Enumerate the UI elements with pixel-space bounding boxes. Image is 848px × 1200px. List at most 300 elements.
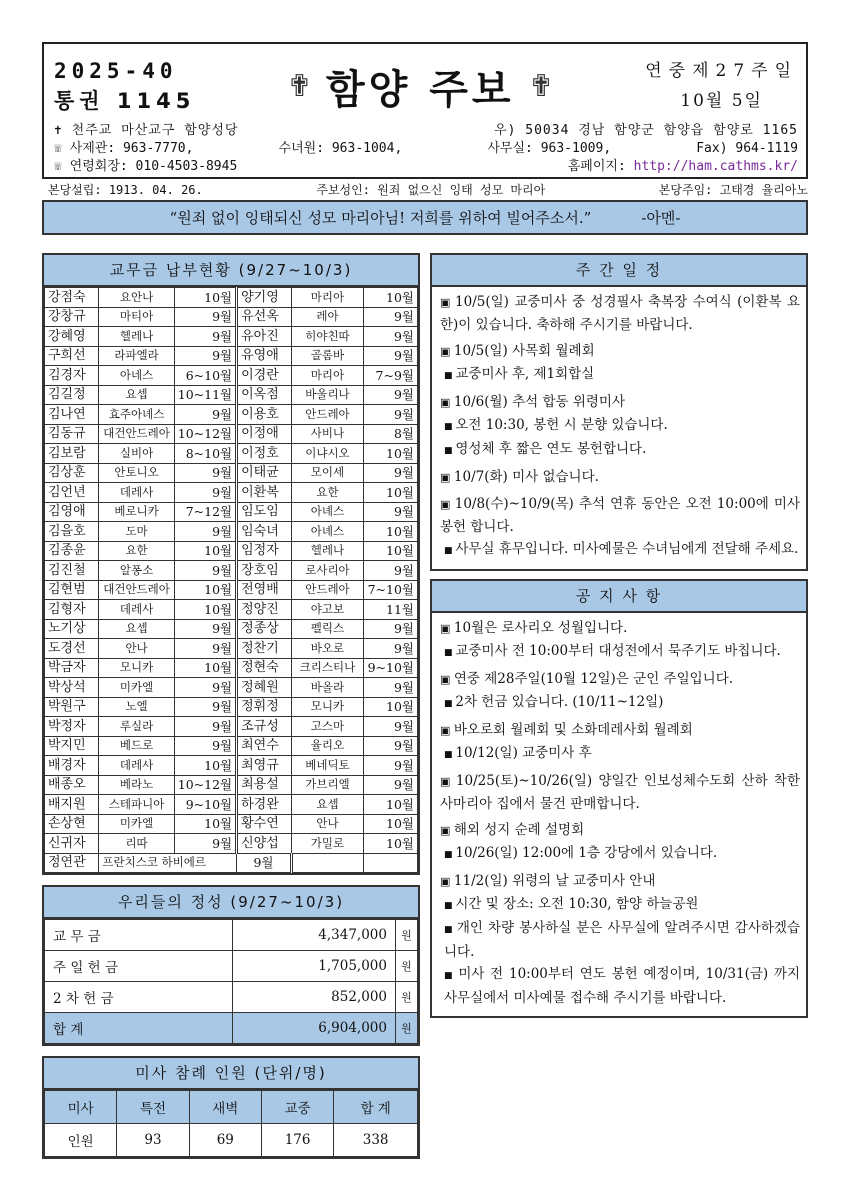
member-name: 최연수 xyxy=(237,736,292,756)
baptismal-name: 안드레아 xyxy=(291,580,363,600)
paid-months: 10~12월 xyxy=(174,424,236,444)
table-row xyxy=(45,541,418,561)
member-name: 이정호 xyxy=(237,444,292,464)
paid-months: 9월 xyxy=(364,756,418,776)
list-item xyxy=(440,466,800,489)
paid-months: 9월 xyxy=(174,561,236,581)
paid-months: 9월 xyxy=(174,717,236,737)
item-heading: ▣ 10월은 로사리오 성월입니다. xyxy=(440,617,800,640)
member-name: 김나연 xyxy=(45,405,99,425)
member-name: 이환복 xyxy=(237,483,292,503)
currency-unit: 원 xyxy=(396,951,418,982)
baptismal-name: 실비아 xyxy=(99,444,174,464)
paid-months: 9월 xyxy=(364,327,418,347)
paid-months: 9월 xyxy=(364,678,418,698)
baptismal-name: 헬레나 xyxy=(99,327,174,347)
paid-months: 9월 xyxy=(174,405,236,425)
member-name: 김언년 xyxy=(45,483,99,503)
baptismal-name: 루실라 xyxy=(99,717,174,737)
member-name: 박지민 xyxy=(45,736,99,756)
list-item xyxy=(440,391,800,462)
column-header: 특전 xyxy=(117,1091,189,1124)
baptismal-name: 사비나 xyxy=(291,424,363,444)
paid-months: 9월 xyxy=(364,307,418,327)
list-item xyxy=(440,617,800,664)
member-name: 김길정 xyxy=(45,385,99,405)
item-heading: ▣ 11/2(일) 위령의 날 교중미사 안내 xyxy=(440,870,800,893)
paid-months: 9월 xyxy=(174,639,236,659)
baptismal-name: 요한 xyxy=(99,541,174,561)
paid-months: 8월 xyxy=(364,424,418,444)
baptismal-name: 도마 xyxy=(99,522,174,542)
paid-months: 10월 xyxy=(364,444,418,464)
convent-phone: 수녀원: 963-1004, xyxy=(278,141,403,156)
founded-date: 본당설립: 1913. 04. 26. xyxy=(48,183,203,197)
table-row xyxy=(45,483,418,503)
table-row xyxy=(45,639,418,659)
paid-months: 10월 xyxy=(174,814,236,834)
baptismal-name: 요셉 xyxy=(99,619,174,639)
member-name: 임정자 xyxy=(237,541,292,561)
member-name: 배지원 xyxy=(45,795,99,815)
member-name: 신양섭 xyxy=(237,834,292,854)
member-name: 노기상 xyxy=(45,619,99,639)
offerings-title: 우리들의 정성 (9/27~10/3) xyxy=(44,887,418,919)
paid-months: 9월 xyxy=(174,346,236,366)
item-detail: ■ 영성체 후 짧은 연도 봉헌합니다. xyxy=(440,438,800,462)
baptismal-name: 요한 xyxy=(291,483,363,503)
baptismal-name: 바울리나 xyxy=(291,385,363,405)
offering-amount: 852,000 xyxy=(233,982,396,1013)
cross-icon: ✟ xyxy=(286,68,313,104)
item-heading: ▣ 해외 성지 순례 설명회 xyxy=(440,819,800,842)
table-row xyxy=(45,658,418,678)
member-name: 강창규 xyxy=(45,307,99,327)
item-detail: ■ 교중미사 후, 제1회합실 xyxy=(440,363,800,387)
member-name: 하경완 xyxy=(237,795,292,815)
table-row xyxy=(45,619,418,639)
baptismal-name: 베로니카 xyxy=(99,502,174,522)
baptismal-name: 헬레나 xyxy=(291,541,363,561)
paid-months: 10월 xyxy=(364,288,418,308)
member-name: 김종윤 xyxy=(45,541,99,561)
mass-count-row xyxy=(45,1124,418,1157)
paid-months: 7~12월 xyxy=(174,502,236,522)
member-name: 신귀자 xyxy=(45,834,99,854)
baptismal-name: 데레사 xyxy=(99,483,174,503)
baptismal-name: 노엘 xyxy=(99,697,174,717)
member-name: 정휘정 xyxy=(237,697,292,717)
member-name: 정종상 xyxy=(237,619,292,639)
pastor: 본당주임: 고태경 율리아노 xyxy=(658,183,808,197)
list-item xyxy=(440,770,800,815)
item-heading: ▣ 10/25(토)~10/26(일) 양일간 인보성체수도회 산하 착한 사마리아 집에서 물건 판매합니다. xyxy=(440,770,800,815)
offerings-table xyxy=(44,919,418,1044)
member-name: 이정애 xyxy=(237,424,292,444)
paid-months: 6~10월 xyxy=(174,366,236,386)
member-name: 전영배 xyxy=(237,580,292,600)
paid-months: 9월 xyxy=(364,463,418,483)
baptismal-name: 효주아녜스 xyxy=(99,405,174,425)
item-detail: ■ 시간 및 장소: 오전 10:30, 함양 하늘공원 xyxy=(440,893,800,917)
paid-months: 9월 xyxy=(174,697,236,717)
baptismal-name: 라파엘라 xyxy=(99,346,174,366)
member-name: 최용설 xyxy=(237,775,292,795)
baptismal-name: 마리아 xyxy=(291,288,363,308)
baptismal-name: 요셉 xyxy=(291,795,363,815)
member-name: 배경자 xyxy=(45,756,99,776)
paid-months: 10월 xyxy=(174,541,236,561)
paid-months: 9월 xyxy=(364,385,418,405)
member-name: 이용호 xyxy=(237,405,292,425)
paid-months: 10월 xyxy=(364,541,418,561)
table-row xyxy=(45,580,418,600)
item-heading: ▣ 10/8(수)~10/9(목) 추석 연휴 동안은 오전 10:00에 미사 봉헌 합니다. xyxy=(440,493,800,538)
member-name: 김상훈 xyxy=(45,463,99,483)
mass-attendance-section xyxy=(42,1056,420,1159)
baptismal-name: 대건안드레아 xyxy=(99,424,174,444)
member-name: 유영애 xyxy=(237,346,292,366)
paid-months: 10월 xyxy=(174,288,236,308)
baptismal-name: 로사리아 xyxy=(291,561,363,581)
member-name: 이태균 xyxy=(237,463,292,483)
member-name: 유선옥 xyxy=(237,307,292,327)
attendance-count: 인원 xyxy=(45,1124,117,1157)
office-phone: 사무실: 963-1009, xyxy=(487,141,612,156)
baptismal-name: 안나 xyxy=(99,639,174,659)
item-heading: ▣ 바오로회 월례회 및 소화데레사회 월례회 xyxy=(440,719,800,742)
baptismal-name: 가밀로 xyxy=(291,834,363,854)
schedule-title: 주 간 일 정 xyxy=(432,255,806,287)
homepage-link[interactable]: http://ham.cathms.kr/ xyxy=(633,159,798,174)
offering-row xyxy=(45,951,418,982)
member-name: 박금자 xyxy=(45,658,99,678)
offering-label: 주 일 헌 금 xyxy=(45,951,233,982)
table-row xyxy=(45,327,418,347)
baptismal-name: 베드로 xyxy=(99,736,174,756)
table-row xyxy=(45,424,418,444)
list-item xyxy=(440,493,800,562)
paid-months: 7~9월 xyxy=(364,366,418,386)
weekly-schedule-section xyxy=(430,253,808,571)
offering-label: 2 차 헌 금 xyxy=(45,982,233,1013)
baptismal-name: 골롬바 xyxy=(291,346,363,366)
baptismal-name: 요안나 xyxy=(99,288,174,308)
paid-months: 9월 xyxy=(174,307,236,327)
baptismal-name: 베네딕토 xyxy=(291,756,363,776)
table-row xyxy=(45,678,418,698)
column-header: 미사 xyxy=(45,1091,117,1124)
paid-months: 9월 xyxy=(364,717,418,737)
empty-cell xyxy=(291,853,363,873)
paid-months: 9월 xyxy=(364,346,418,366)
item-detail: ■ 미사 전 10:00부터 연도 봉헌 예정이며, 10/31(금) 까지 사무실에서 미사예물 접수해 주시기를 바랍니다. xyxy=(440,963,800,1009)
attendance-count: 176 xyxy=(261,1124,333,1157)
baptismal-name: 안나 xyxy=(291,814,363,834)
masthead xyxy=(42,42,808,179)
rectory-phone: 사제관: 963-7770, xyxy=(69,141,194,156)
member-name: 배종오 xyxy=(45,775,99,795)
empty-cell xyxy=(364,853,418,873)
baptismal-name: 데레사 xyxy=(99,756,174,776)
member-name: 박정자 xyxy=(45,717,99,737)
mass-header-row xyxy=(45,1091,418,1124)
baptismal-name: 야고보 xyxy=(291,600,363,620)
member-name: 김보람 xyxy=(45,444,99,464)
item-detail: ■ 오전 10:30, 봉헌 시 분향 있습니다. xyxy=(440,414,800,438)
prayer-banner xyxy=(42,200,808,235)
mass-table xyxy=(44,1090,418,1157)
table-row xyxy=(45,444,418,464)
member-name: 박상석 xyxy=(45,678,99,698)
member-name: 정양진 xyxy=(237,600,292,620)
paid-months: 9월 xyxy=(174,463,236,483)
paid-months: 10월 xyxy=(364,697,418,717)
paid-months: 10~12월 xyxy=(174,775,236,795)
currency-unit: 원 xyxy=(396,982,418,1013)
column-header: 교중 xyxy=(261,1091,333,1124)
member-name: 박원구 xyxy=(45,697,99,717)
paid-months: 9월 xyxy=(174,522,236,542)
paid-months: 9월 xyxy=(237,853,292,873)
item-heading: ▣ 연중 제28주일(10월 12일)은 군인 주일입니다. xyxy=(440,668,800,691)
bulletin-title: 함양 주보 xyxy=(326,66,515,113)
member-name: 유아진 xyxy=(237,327,292,347)
paid-months: 10월 xyxy=(364,814,418,834)
funeral-chair-phone: 연령회장: 010-4503-8945 xyxy=(69,159,238,174)
member-name: 김현범 xyxy=(45,580,99,600)
paid-months: 9월 xyxy=(174,678,236,698)
item-detail: ■ 10/12(일) 교중미사 후 xyxy=(440,742,800,766)
member-name: 도경선 xyxy=(45,639,99,659)
paid-months: 7~10월 xyxy=(364,580,418,600)
table-row xyxy=(45,814,418,834)
phone-icon: ☏ xyxy=(54,141,70,156)
table-row xyxy=(45,463,418,483)
paid-months: 11월 xyxy=(364,600,418,620)
member-name: 황수연 xyxy=(237,814,292,834)
baptismal-name: 미카엘 xyxy=(99,678,174,698)
baptismal-name: 가브리엘 xyxy=(291,775,363,795)
paid-months: 9월 xyxy=(174,327,236,347)
baptismal-name: 율리오 xyxy=(291,736,363,756)
paid-months: 10월 xyxy=(364,522,418,542)
offering-amount: 4,347,000 xyxy=(233,920,396,951)
paid-months: 10월 xyxy=(174,600,236,620)
paid-months: 10월 xyxy=(364,483,418,503)
baptismal-name: 아네스 xyxy=(99,366,174,386)
item-detail: ■ 10/26(일) 12:00에 1층 강당에서 있습니다. xyxy=(440,842,800,866)
paid-months: 9월 xyxy=(364,619,418,639)
member-name: 정혜원 xyxy=(237,678,292,698)
member-name: 임숙녀 xyxy=(237,522,292,542)
table-row xyxy=(45,405,418,425)
list-item xyxy=(440,291,800,336)
paid-months: 9월 xyxy=(364,775,418,795)
member-name: 김동규 xyxy=(45,424,99,444)
offering-row xyxy=(45,920,418,951)
liturgical-week: 연중제27주일 xyxy=(645,61,798,81)
offering-amount: 1,705,000 xyxy=(233,951,396,982)
paid-months: 9월 xyxy=(174,619,236,639)
paid-months: 10월 xyxy=(174,756,236,776)
baptismal-name: 히야친따 xyxy=(291,327,363,347)
item-detail: ■ 사무실 휴무입니다. 미사예물은 수녀님에게 전달해 주세요. xyxy=(440,538,800,562)
item-heading: ▣ 10/5(일) 교중미사 중 성경필사 축복장 수여식 (이환복 요한)이 있습니다. 축하해 주시기를 바랍니다. xyxy=(440,291,800,336)
baptismal-name: 리따 xyxy=(99,834,174,854)
item-detail: ■ 2차 헌금 있습니다. (10/11~12일) xyxy=(440,691,800,715)
notices-title: 공 지 사 항 xyxy=(432,581,806,613)
fax: Fax) 964-1119 xyxy=(696,141,798,156)
table-row xyxy=(45,853,418,873)
list-item xyxy=(440,719,800,766)
member-name: 김진철 xyxy=(45,561,99,581)
baptismal-name: 대건안드레아 xyxy=(99,580,174,600)
column-header: 합 계 xyxy=(334,1091,418,1124)
paid-months: 9월 xyxy=(174,834,236,854)
attendance-count: 69 xyxy=(189,1124,261,1157)
baptismal-name: 마리아 xyxy=(291,366,363,386)
paid-months: 9월 xyxy=(174,736,236,756)
table-row xyxy=(45,756,418,776)
baptismal-name: 이냐시오 xyxy=(291,444,363,464)
offering-label: 교 무 금 xyxy=(45,920,233,951)
list-item xyxy=(440,870,800,1009)
paid-months: 9월 xyxy=(364,561,418,581)
notices-section xyxy=(430,579,808,1018)
table-row xyxy=(45,697,418,717)
item-detail: ■ 개인 차량 봉사하실 분은 사무실에 알려주시면 감사하겠습니다. xyxy=(440,917,800,963)
paid-months: 9월 xyxy=(174,483,236,503)
patron-saint: 주보성인: 원죄 없으신 잉태 성모 마리아 xyxy=(316,183,546,197)
baptismal-name: 레아 xyxy=(291,307,363,327)
list-item xyxy=(440,819,800,866)
homepage-label: 홈페이지: xyxy=(567,159,626,174)
prayer-text: “원죄 없이 잉태되신 성모 마리아님! 저희를 위하여 빌어주소서.” xyxy=(169,209,592,227)
member-name: 이경란 xyxy=(237,366,292,386)
member-name: 장호임 xyxy=(237,561,292,581)
issue-number: 2025-40 xyxy=(54,59,178,83)
table-row xyxy=(45,307,418,327)
offering-label: 합 계 xyxy=(45,1013,233,1044)
member-name: 김형자 xyxy=(45,600,99,620)
list-item xyxy=(440,340,800,387)
volume-number: 통권 1145 xyxy=(54,89,196,113)
paid-months: 10~11월 xyxy=(174,385,236,405)
baptismal-name: 바오로 xyxy=(291,639,363,659)
table-row xyxy=(45,385,418,405)
item-heading: ▣ 10/7(화) 미사 없습니다. xyxy=(440,466,800,489)
table-row xyxy=(45,502,418,522)
table-row xyxy=(45,600,418,620)
paid-months: 9월 xyxy=(364,639,418,659)
member-name: 구희선 xyxy=(45,346,99,366)
currency-unit: 원 xyxy=(396,920,418,951)
member-name: 강점숙 xyxy=(45,288,99,308)
member-name: 손상현 xyxy=(45,814,99,834)
baptismal-name: 아녜스 xyxy=(291,522,363,542)
member-name: 정연관 xyxy=(45,853,99,873)
member-name: 임도임 xyxy=(237,502,292,522)
baptismal-name: 안드레아 xyxy=(291,405,363,425)
mass-title: 미사 참례 인원 (단위/명) xyxy=(44,1058,418,1090)
member-name: 정찬기 xyxy=(237,639,292,659)
member-name: 강혜영 xyxy=(45,327,99,347)
baptismal-name: 고스마 xyxy=(291,717,363,737)
paid-months: 9~10월 xyxy=(174,795,236,815)
table-row xyxy=(45,522,418,542)
attendance-count: 93 xyxy=(117,1124,189,1157)
item-heading: ▣ 10/6(월) 추석 합동 위령미사 xyxy=(440,391,800,414)
paid-months: 8~10월 xyxy=(174,444,236,464)
table-row xyxy=(45,561,418,581)
member-name: 김을호 xyxy=(45,522,99,542)
table-row xyxy=(45,736,418,756)
phone-icon: ☏ xyxy=(54,159,70,174)
amen-text: -아멘- xyxy=(641,209,681,227)
paid-months: 10월 xyxy=(174,580,236,600)
dues-table-section xyxy=(42,253,420,875)
offering-amount: 6,904,000 xyxy=(233,1013,396,1044)
baptismal-name: 데레사 xyxy=(99,600,174,620)
baptismal-name: 모니카 xyxy=(291,697,363,717)
member-name: 김영애 xyxy=(45,502,99,522)
paid-months: 9월 xyxy=(364,502,418,522)
item-detail: ■ 교중미사 전 10:00부터 대성전에서 묵주기도 바칩니다. xyxy=(440,640,800,664)
baptismal-name: 스테파니아 xyxy=(99,795,174,815)
currency-unit: 원 xyxy=(396,1013,418,1044)
member-name: 조규성 xyxy=(237,717,292,737)
baptismal-name: 펠릭스 xyxy=(291,619,363,639)
member-name: 최영규 xyxy=(237,756,292,776)
member-name: 정현숙 xyxy=(237,658,292,678)
column-header: 새벽 xyxy=(189,1091,261,1124)
parish-name: 천주교 마산교구 함양성당 xyxy=(71,123,239,138)
member-name: 김경자 xyxy=(45,366,99,386)
baptismal-name: 요셉 xyxy=(99,385,174,405)
baptismal-name: 프란치스코 하비에르 xyxy=(99,853,237,873)
baptismal-name: 바올라 xyxy=(291,678,363,698)
member-name: 양기영 xyxy=(237,288,292,308)
baptismal-name: 안토니오 xyxy=(99,463,174,483)
baptismal-name: 모니카 xyxy=(99,658,174,678)
baptismal-name: 베라노 xyxy=(99,775,174,795)
cross-icon: ✟ xyxy=(528,68,554,104)
paid-months: 10월 xyxy=(174,658,236,678)
dues-title: 교무금 납부현황 (9/27~10/3) xyxy=(44,255,418,287)
paid-months: 9~10월 xyxy=(364,658,418,678)
bulletin-date: 10월 5일 xyxy=(680,91,763,111)
paid-months: 10월 xyxy=(364,795,418,815)
list-item xyxy=(440,668,800,715)
paid-months: 9월 xyxy=(364,405,418,425)
offerings-section xyxy=(42,885,420,1046)
offering-row xyxy=(45,1013,418,1044)
table-row xyxy=(45,366,418,386)
baptismal-name: 미카엘 xyxy=(99,814,174,834)
baptismal-name: 마티아 xyxy=(99,307,174,327)
dues-table xyxy=(44,287,418,873)
baptismal-name: 모이세 xyxy=(291,463,363,483)
baptismal-name: 알퐁소 xyxy=(99,561,174,581)
table-row xyxy=(45,775,418,795)
cross-icon: ✝ xyxy=(54,123,72,138)
member-name: 이옥점 xyxy=(237,385,292,405)
baptismal-name: 아녜스 xyxy=(291,502,363,522)
paid-months: 10월 xyxy=(364,834,418,854)
item-heading: ▣ 10/5(일) 사목회 월례회 xyxy=(440,340,800,363)
table-row xyxy=(45,288,418,308)
